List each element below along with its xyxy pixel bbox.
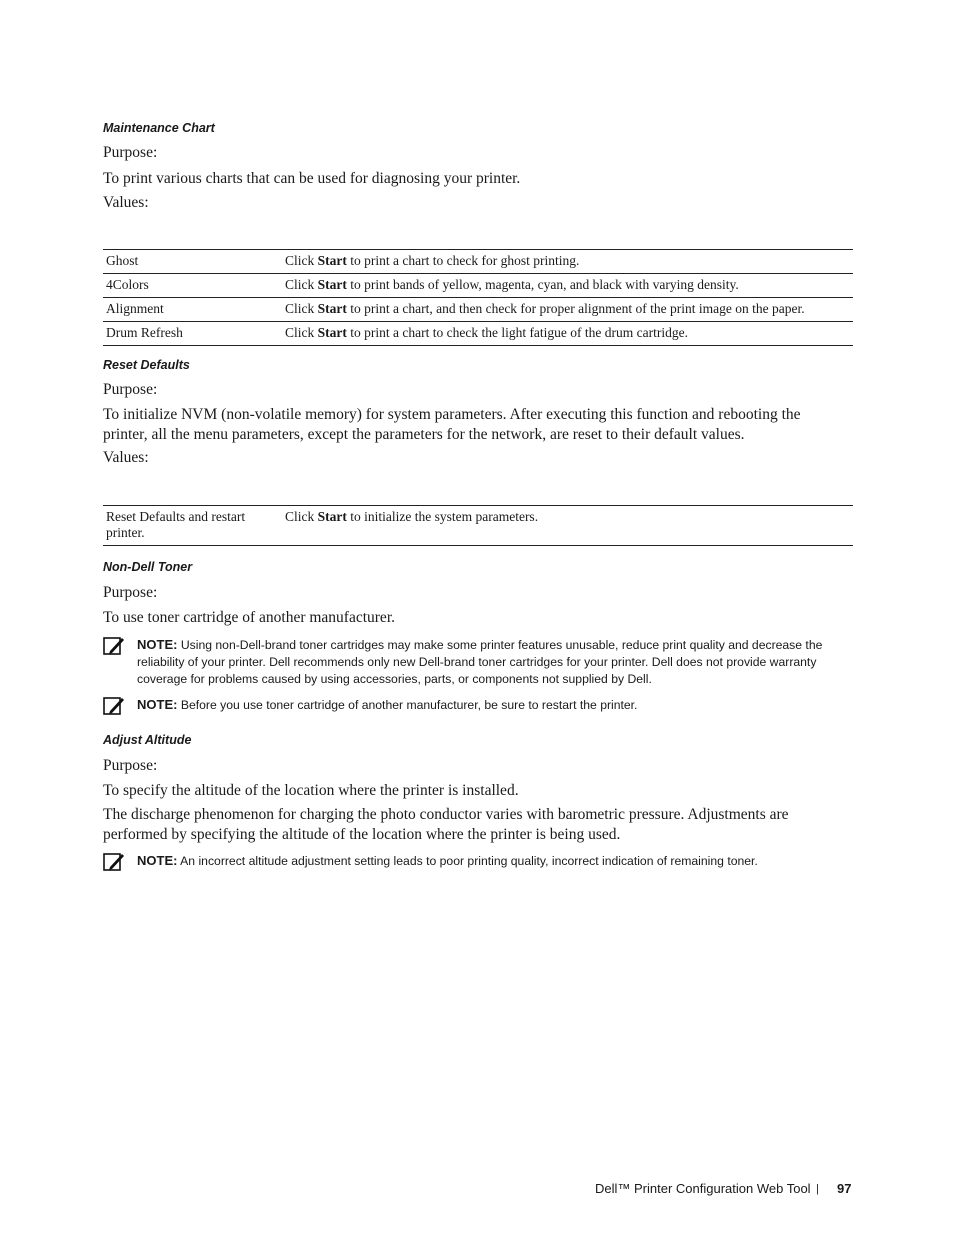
value-description-cell xyxy=(279,322,853,346)
page-number: 97 xyxy=(837,1181,852,1196)
toner-purpose-label: Purpose: xyxy=(103,584,158,601)
pencil-note-icon xyxy=(103,696,125,716)
non-dell-toner-heading: Non-Dell Toner xyxy=(103,560,193,574)
desc-bold-term: Start xyxy=(317,301,347,316)
desc-prefix: Click xyxy=(285,301,318,316)
toner-purpose-text: To use toner cartridge of another manufacturer. xyxy=(103,609,395,626)
table-row xyxy=(103,274,853,298)
desc-suffix: to print a chart to check for ghost printing. xyxy=(346,253,580,268)
table-row xyxy=(103,506,853,546)
value-description-cell xyxy=(279,506,853,546)
desc-bold-term: Start xyxy=(317,253,347,268)
desc-bold-term: Start xyxy=(317,325,347,340)
maintenance-values-label: Values: xyxy=(103,194,149,211)
pencil-note-icon xyxy=(103,852,125,872)
toner-note-2 xyxy=(103,696,853,716)
desc-bold-term: Start xyxy=(317,509,347,524)
value-name-cell: Drum Refresh xyxy=(103,322,279,346)
pencil-note-icon xyxy=(103,636,125,656)
desc-prefix: Click xyxy=(285,253,318,268)
reset-purpose-label: Purpose: xyxy=(103,381,158,398)
note-label: NOTE: xyxy=(137,853,178,868)
desc-prefix: Click xyxy=(285,509,318,524)
altitude-purpose-label: Purpose: xyxy=(103,757,158,774)
note-label: NOTE: xyxy=(137,637,178,652)
altitude-purpose-text: To specify the altitude of the location where the printer is installed. xyxy=(103,782,519,799)
table-row xyxy=(103,322,853,346)
reset-defaults-heading: Reset Defaults xyxy=(103,358,190,372)
value-description-cell xyxy=(279,274,853,298)
desc-suffix: to initialize the system parameters. xyxy=(346,509,539,524)
maintenance-purpose-text: To print various charts that can be used for diagnosing your printer. xyxy=(103,170,521,187)
reset-values-label: Values: xyxy=(103,449,149,466)
value-name-cell: Ghost xyxy=(103,250,279,274)
table-row xyxy=(103,298,853,322)
altitude-extra-text: The discharge phenomenon for charging the photo conductor varies with barometric pressure. Adjustments are performed by specifying the altitude of the location where the printer is being used. xyxy=(103,806,789,843)
note-text: Using non-Dell-brand toner cartridges may make some printer features unusable, reduce print quality and decrease the reliability of your printer. Dell recommends only new Dell-brand toner cartridges for your printer. Dell does not provide warranty coverage for problems caused by using accessories, parts, or components not supplied by Dell. xyxy=(137,638,823,686)
note-text: Before you use toner cartridge of another manufacturer, be sure to restart the printer. xyxy=(177,698,638,712)
value-description-cell xyxy=(279,298,853,322)
toner-note-1 xyxy=(103,636,853,690)
footer-separator: | xyxy=(816,1183,819,1195)
desc-bold-term: Start xyxy=(317,277,347,292)
note-label: NOTE: xyxy=(137,697,178,712)
desc-suffix: to print a chart, and then check for proper alignment of the print image on the paper. xyxy=(346,301,805,316)
maintenance-chart-heading: Maintenance Chart xyxy=(103,121,215,135)
reset-values-table xyxy=(103,505,853,546)
maintenance-purpose-label: Purpose: xyxy=(103,144,158,161)
value-description-cell xyxy=(279,250,853,274)
value-name-cell: 4Colors xyxy=(103,274,279,298)
desc-suffix: to print bands of yellow, magenta, cyan, and black with varying density. xyxy=(346,277,739,292)
altitude-note xyxy=(103,852,853,872)
note-text: An incorrect altitude adjustment setting leads to poor printing quality, incorrect indication of remaining toner. xyxy=(177,854,758,868)
value-name-cell: Alignment xyxy=(103,298,279,322)
table-row xyxy=(103,250,853,274)
desc-prefix: Click xyxy=(285,277,318,292)
value-name-cell: Reset Defaults and restart printer. xyxy=(103,506,279,546)
adjust-altitude-heading: Adjust Altitude xyxy=(103,733,192,747)
desc-suffix: to print a chart to check the light fatigue of the drum cartridge. xyxy=(346,325,689,340)
desc-prefix: Click xyxy=(285,325,318,340)
footer-title: Dell™ Printer Configuration Web Tool xyxy=(595,1181,811,1196)
reset-purpose-text: To initialize NVM (non-volatile memory) for system parameters. After executing this function and rebooting the printer, all the menu parameters, except the parameters for the network, are reset to their default values. xyxy=(103,406,801,443)
maintenance-values-table xyxy=(103,249,853,346)
